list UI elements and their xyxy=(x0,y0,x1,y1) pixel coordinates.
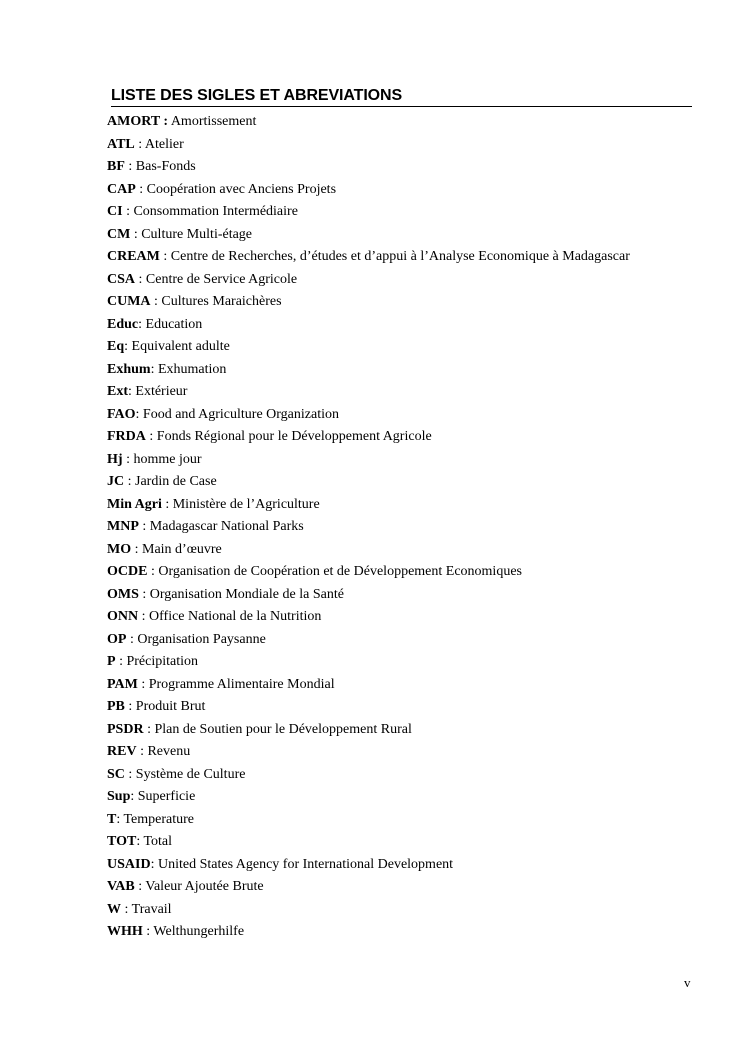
abbreviation: TOT xyxy=(107,834,137,849)
list-item xyxy=(107,651,630,674)
list-item xyxy=(107,134,630,157)
definition: : homme jour xyxy=(122,451,202,467)
list-item xyxy=(107,494,630,517)
definition: : Total xyxy=(136,834,173,849)
list-item xyxy=(107,831,630,854)
list-item xyxy=(107,359,630,382)
list-item xyxy=(107,539,630,562)
abbreviation: Ext xyxy=(107,384,128,399)
list-item xyxy=(107,471,630,494)
list-item xyxy=(107,404,630,427)
list-item xyxy=(107,314,630,337)
abbreviation: JC xyxy=(107,474,125,489)
list-item xyxy=(107,809,630,832)
definition: : Centre de Recherches, d’études et d’appui à l’Analyse Economique à Madagascar xyxy=(159,249,630,264)
list-item xyxy=(107,899,630,922)
abbreviation: Eq xyxy=(107,339,125,354)
definition: : Bas-Fonds xyxy=(124,159,196,174)
list-item xyxy=(107,696,630,719)
definition: : Culture Multi-étage xyxy=(130,226,253,242)
list-item xyxy=(107,269,630,292)
definition: : Organisation Paysanne xyxy=(126,631,266,647)
abbreviation: CAP xyxy=(107,181,136,197)
abbreviation: Hj xyxy=(107,451,123,467)
definition: : Office National de la Nutrition xyxy=(138,609,322,624)
abbreviation: USAID xyxy=(107,856,151,872)
definition: : Jardin de Case xyxy=(124,474,217,489)
list-item xyxy=(107,719,630,742)
abbreviation: OP xyxy=(107,631,127,647)
abbreviation: ATL xyxy=(107,136,135,152)
abbreviation: CI xyxy=(107,204,123,219)
abbreviation: PAM xyxy=(107,676,138,692)
abbreviation: Min Agri xyxy=(107,496,162,512)
list-item xyxy=(107,516,630,539)
list-item xyxy=(107,111,630,134)
definition: : Superficie xyxy=(130,789,196,804)
definition: : Food and Agriculture Organization xyxy=(135,406,339,422)
definition: : Equivalent adulte xyxy=(124,339,230,354)
definition: : Organisation de Coopération et de Développement Economiques xyxy=(147,564,522,579)
definition: : Travail xyxy=(121,901,172,917)
abbreviation: WHH xyxy=(107,924,143,939)
list-item xyxy=(107,674,630,697)
abbreviation: CREAM xyxy=(107,249,160,264)
definition: : Centre de Service Agricole xyxy=(135,271,298,287)
list-item xyxy=(107,876,630,899)
abbreviation-list xyxy=(107,111,630,944)
abbreviation: FRDA xyxy=(107,429,146,444)
definition: : Consommation Intermédiaire xyxy=(122,204,298,219)
abbreviation: PB xyxy=(107,699,125,714)
list-item xyxy=(107,426,630,449)
list-item xyxy=(107,449,630,472)
abbreviation: P xyxy=(107,654,116,669)
abbreviation: T xyxy=(107,811,117,827)
abbreviation: MNP xyxy=(107,519,139,534)
abbreviation: OCDE xyxy=(107,564,148,579)
abbreviation: FAO xyxy=(107,406,136,422)
definition: : Valeur Ajoutée Brute xyxy=(134,879,264,894)
abbreviation: REV xyxy=(107,744,137,759)
definition: : Plan de Soutien pour le Développement Rural xyxy=(143,721,412,737)
definition: : Cultures Maraichères xyxy=(150,294,282,309)
definition: : Organisation Mondiale de la Santé xyxy=(138,586,344,602)
definition: : Produit Brut xyxy=(124,699,206,714)
definition: : Atelier xyxy=(134,136,184,152)
list-item xyxy=(107,246,630,269)
abbreviation: SC xyxy=(107,766,125,782)
definition: : Temperature xyxy=(116,811,195,827)
list-item xyxy=(107,156,630,179)
definition: : Coopération avec Anciens Projets xyxy=(135,181,337,197)
definition: : Education xyxy=(138,316,203,332)
definition: : United States Agency for International Development xyxy=(150,856,454,872)
page-title: LISTE DES SIGLES ET ABREVIATIONS xyxy=(111,86,692,107)
abbreviation: BF xyxy=(107,159,125,174)
list-item xyxy=(107,741,630,764)
list-item xyxy=(107,764,630,787)
definition: : Extérieur xyxy=(128,384,188,399)
list-item xyxy=(107,606,630,629)
abbreviation: PSDR xyxy=(107,721,144,737)
definition: : Revenu xyxy=(136,744,191,759)
definition: : Précipitation xyxy=(115,654,198,669)
abbreviation: MO xyxy=(107,541,132,557)
definition: : Main d’œuvre xyxy=(131,541,222,557)
abbreviation: CM xyxy=(107,226,131,242)
abbreviation: ONN xyxy=(107,609,139,624)
abbreviation: CSA xyxy=(107,271,136,287)
list-item xyxy=(107,561,630,584)
abbreviation: AMORT : xyxy=(107,114,169,129)
definition: : Exhumation xyxy=(150,361,227,377)
list-item xyxy=(107,201,630,224)
definition: : Fonds Régional pour le Développement Agricole xyxy=(145,429,432,444)
list-item xyxy=(107,381,630,404)
list-item xyxy=(107,291,630,314)
abbreviation: OMS xyxy=(107,586,139,602)
list-item xyxy=(107,336,630,359)
abbreviation: Educ xyxy=(107,316,139,332)
abbreviation: CUMA xyxy=(107,294,151,309)
definition: : Système de Culture xyxy=(124,766,246,782)
definition: Amortissement xyxy=(168,114,257,129)
abbreviation: W xyxy=(107,901,121,917)
list-item xyxy=(107,629,630,652)
definition: : Madagascar National Parks xyxy=(138,519,304,534)
list-item xyxy=(107,854,630,877)
page-number: v xyxy=(684,975,691,990)
list-item xyxy=(107,786,630,809)
list-item xyxy=(107,921,630,944)
abbreviation: Exhum xyxy=(107,361,151,377)
list-item xyxy=(107,584,630,607)
definition: : Programme Alimentaire Mondial xyxy=(137,676,335,692)
definition: : Ministère de l’Agriculture xyxy=(161,496,320,512)
definition: : Welthungerhilfe xyxy=(142,924,245,939)
list-item xyxy=(107,179,630,202)
abbreviation: VAB xyxy=(107,879,135,894)
list-item xyxy=(107,224,630,247)
abbreviation: Sup xyxy=(107,789,131,804)
